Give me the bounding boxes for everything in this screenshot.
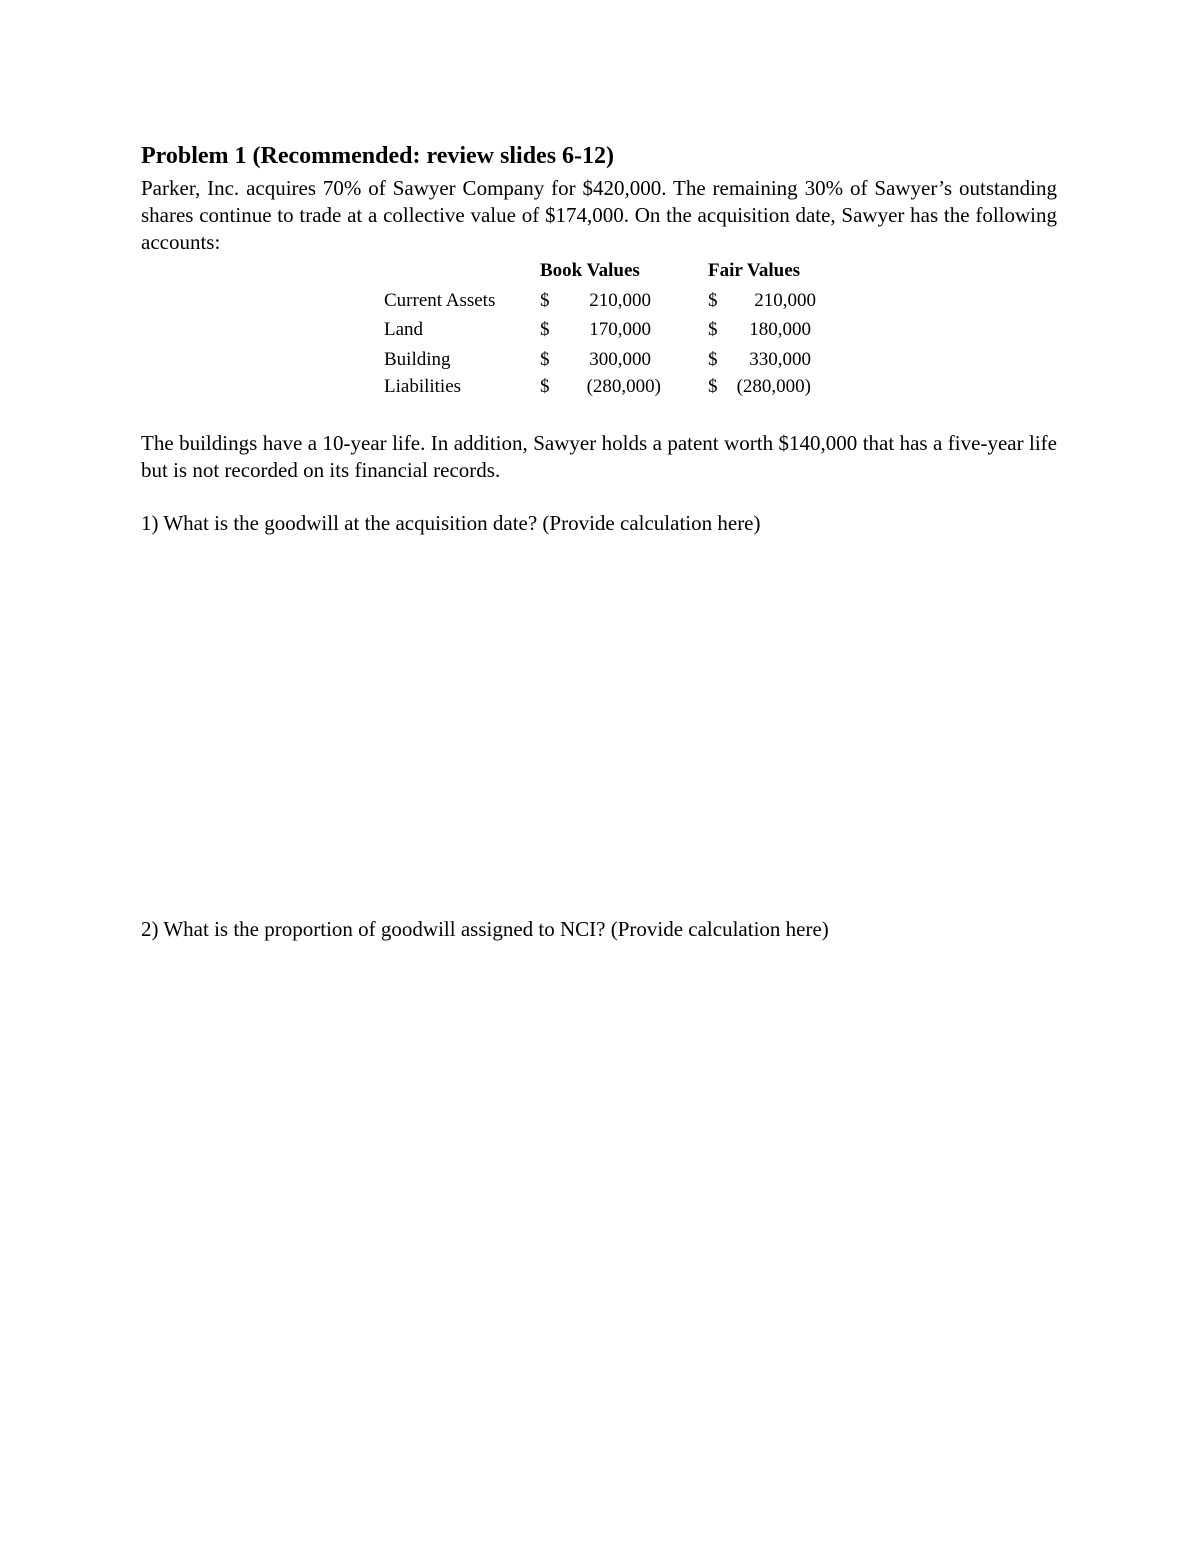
header-book-values: Book Values bbox=[540, 260, 640, 281]
book-currency: $ bbox=[540, 376, 550, 397]
fair-value: 330,000 bbox=[749, 349, 811, 370]
fair-currency: $ bbox=[708, 376, 718, 397]
row-label: Land bbox=[384, 319, 424, 340]
fair-value: 180,000 bbox=[749, 319, 811, 340]
fair-currency: $ bbox=[708, 290, 718, 311]
question-2: 2) What is the proportion of goodwill assigned to NCI? (Provide calculation here) bbox=[141, 917, 829, 941]
book-currency: $ bbox=[540, 290, 550, 311]
book-value: 210,000 bbox=[589, 290, 651, 311]
row-label: Current Assets bbox=[384, 290, 496, 311]
book-value: 170,000 bbox=[589, 319, 651, 340]
book-currency: $ bbox=[540, 319, 550, 340]
fair-value: 210,000 bbox=[754, 290, 816, 311]
problem-title: Problem 1 (Recommended: review slides 6-12) bbox=[141, 143, 615, 169]
row-label: Liabilities bbox=[384, 376, 462, 397]
book-value: (280,000) bbox=[586, 376, 661, 397]
row-label: Building bbox=[384, 349, 451, 370]
problem-intro: Parker, Inc. acquires 70% of Sawyer Company for $420,000. The remaining 30% of Sawyer’s outstanding shares continue to trade at a collective value of $174,000. On the acquisition date, Sawyer has the following accounts: bbox=[141, 176, 1057, 254]
fair-value: (280,000) bbox=[736, 376, 811, 397]
book-currency: $ bbox=[540, 349, 550, 370]
question-1: 1) What is the goodwill at the acquisition date? (Provide calculation here) bbox=[141, 511, 761, 535]
fair-currency: $ bbox=[708, 349, 718, 370]
problem-details: The buildings have a 10-year life. In addition, Sawyer holds a patent worth $140,000 that has a five-year life but is not recorded on its financial records. bbox=[141, 431, 1057, 482]
header-fair-values: Fair Values bbox=[708, 260, 801, 281]
book-value: 300,000 bbox=[589, 349, 651, 370]
fair-currency: $ bbox=[708, 319, 718, 340]
